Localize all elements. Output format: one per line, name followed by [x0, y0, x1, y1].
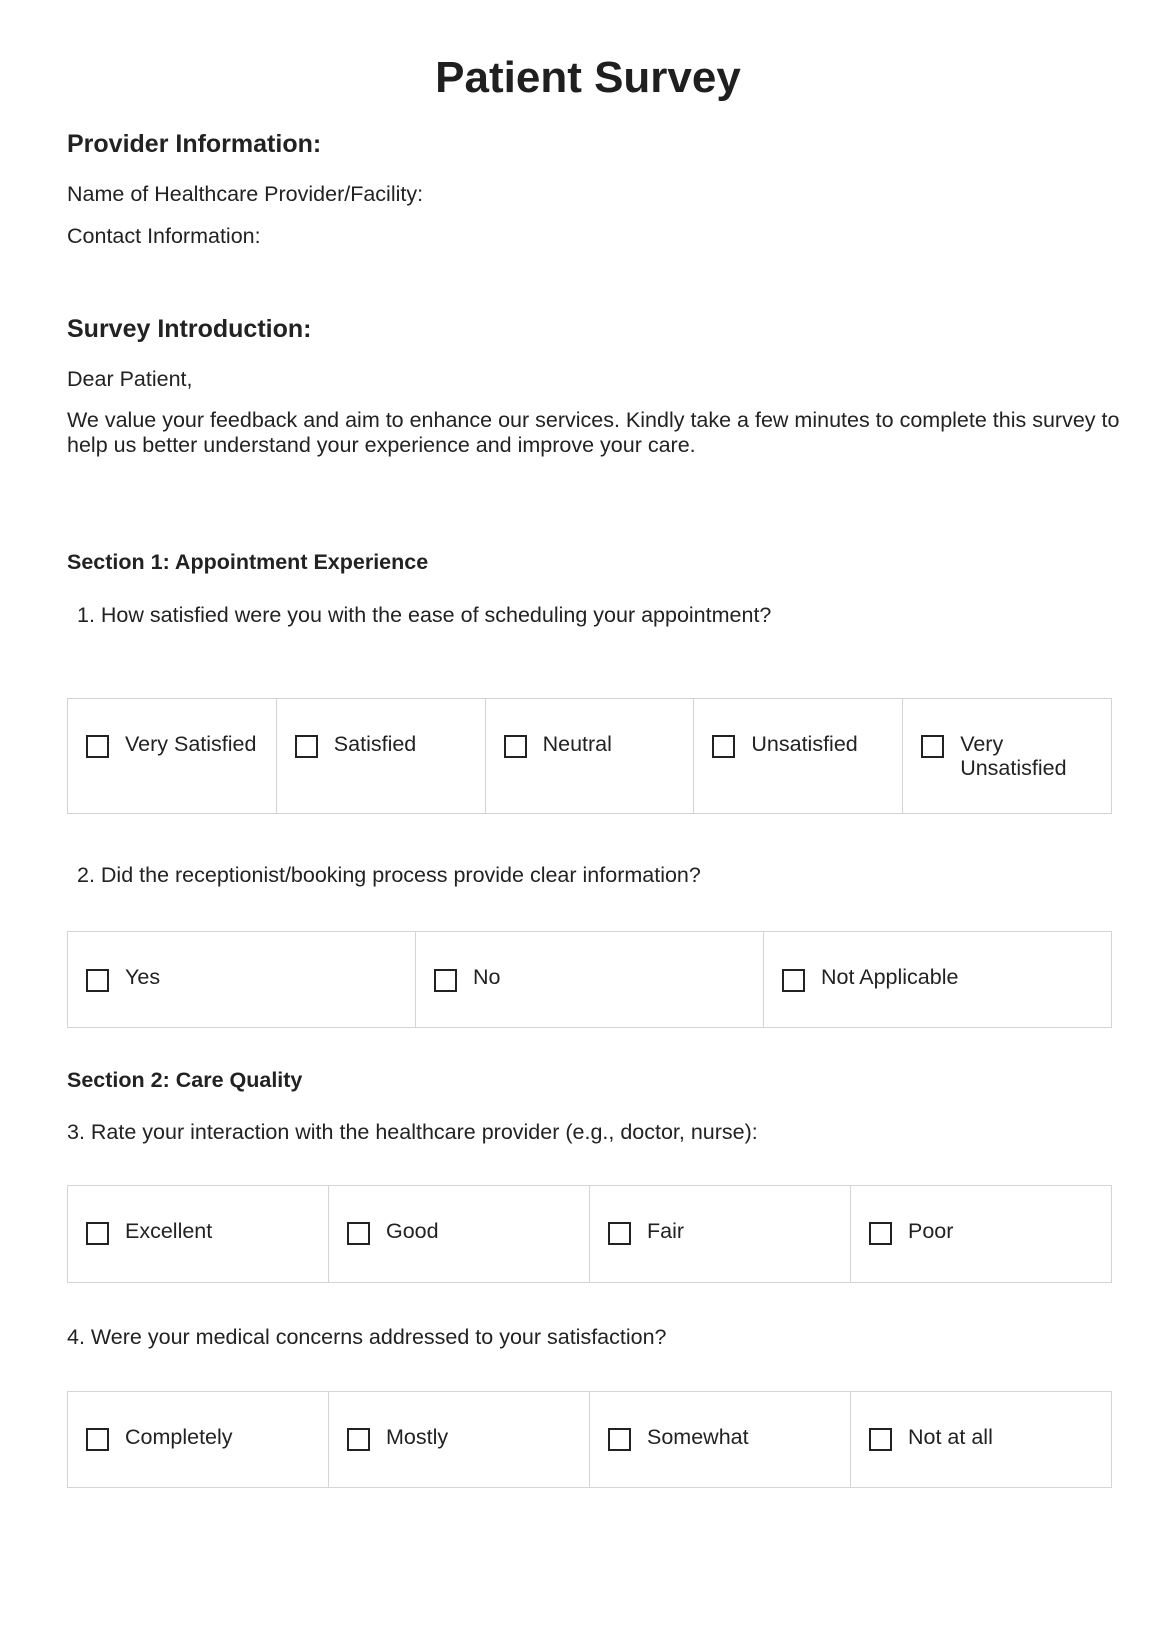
option-excellent[interactable]	[68, 1186, 328, 1282]
option-not-applicable[interactable]	[763, 932, 1111, 1027]
option-label: Somewhat	[647, 1425, 749, 1449]
question-2: 2. Did the receptionist/booking process provide clear information?	[77, 863, 701, 887]
checkbox[interactable]	[86, 969, 109, 992]
provider-heading: Provider Information:	[67, 130, 322, 158]
section-2-heading: Section 2: Care Quality	[67, 1068, 303, 1092]
option-label: Excellent	[125, 1219, 213, 1243]
checkbox[interactable]	[86, 735, 109, 758]
checkbox[interactable]	[782, 969, 805, 992]
option-label: Not Applicable	[821, 965, 959, 989]
checkbox[interactable]	[434, 969, 457, 992]
option-somewhat[interactable]	[589, 1392, 850, 1487]
option-label: Unsatisfied	[751, 732, 858, 756]
intro-heading: Survey Introduction:	[67, 315, 312, 343]
page-title: Patient Survey	[435, 53, 741, 102]
option-label: Neutral	[542, 732, 612, 756]
q4-options	[67, 1391, 1112, 1488]
checkbox[interactable]	[86, 1222, 109, 1245]
intro-greeting: Dear Patient,	[67, 367, 193, 391]
option-yes[interactable]	[68, 932, 415, 1027]
option-label: Completely	[125, 1425, 233, 1449]
q2-options	[67, 931, 1112, 1028]
checkbox[interactable]	[712, 735, 735, 758]
option-neutral[interactable]	[485, 699, 694, 813]
checkbox[interactable]	[608, 1222, 631, 1245]
option-good[interactable]	[328, 1186, 589, 1282]
option-label: Satisfied	[333, 732, 417, 756]
option-label: Not at all	[908, 1425, 993, 1449]
option-label: Very Unsatisfied	[960, 732, 1067, 780]
option-label: No	[473, 965, 501, 989]
contact-info-label: Contact Information:	[67, 224, 261, 248]
checkbox[interactable]	[347, 1428, 370, 1451]
option-poor[interactable]	[850, 1186, 1111, 1282]
q1-options	[67, 698, 1112, 814]
checkbox[interactable]	[608, 1428, 631, 1451]
option-label: Fair	[647, 1219, 685, 1243]
question-3: 3. Rate your interaction with the healthcare provider (e.g., doctor, nurse):	[67, 1120, 758, 1144]
checkbox[interactable]	[504, 735, 527, 758]
option-not-at-all[interactable]	[850, 1392, 1111, 1487]
option-label: Mostly	[386, 1425, 449, 1449]
option-fair[interactable]	[589, 1186, 850, 1282]
option-label: Very Satisfied	[125, 732, 257, 756]
section-1-heading: Section 1: Appointment Experience	[67, 550, 429, 574]
option-unsatisfied[interactable]	[693, 699, 902, 813]
option-very-satisfied[interactable]	[68, 699, 276, 813]
checkbox[interactable]	[869, 1222, 892, 1245]
q3-options	[67, 1185, 1112, 1283]
checkbox[interactable]	[869, 1428, 892, 1451]
question-4: 4. Were your medical concerns addressed to your satisfaction?	[67, 1325, 667, 1349]
checkbox[interactable]	[295, 735, 318, 758]
option-no[interactable]	[415, 932, 763, 1027]
option-label: Good	[386, 1219, 439, 1243]
option-label: Poor	[908, 1219, 954, 1243]
option-completely[interactable]	[68, 1392, 328, 1487]
option-mostly[interactable]	[328, 1392, 589, 1487]
option-satisfied[interactable]	[276, 699, 485, 813]
option-very-unsatisfied[interactable]	[902, 699, 1111, 813]
checkbox[interactable]	[86, 1428, 109, 1451]
provider-name-label: Name of Healthcare Provider/Facility:	[67, 182, 424, 206]
checkbox[interactable]	[347, 1222, 370, 1245]
intro-paragraph: We value your feedback and aim to enhance our services. Kindly take a few minutes to complete this survey to help us better understand your experience and improve your care.	[67, 408, 1120, 457]
option-label: Yes	[125, 965, 161, 989]
question-1: 1. How satisfied were you with the ease of scheduling your appointment?	[77, 603, 772, 627]
checkbox[interactable]	[921, 735, 944, 758]
